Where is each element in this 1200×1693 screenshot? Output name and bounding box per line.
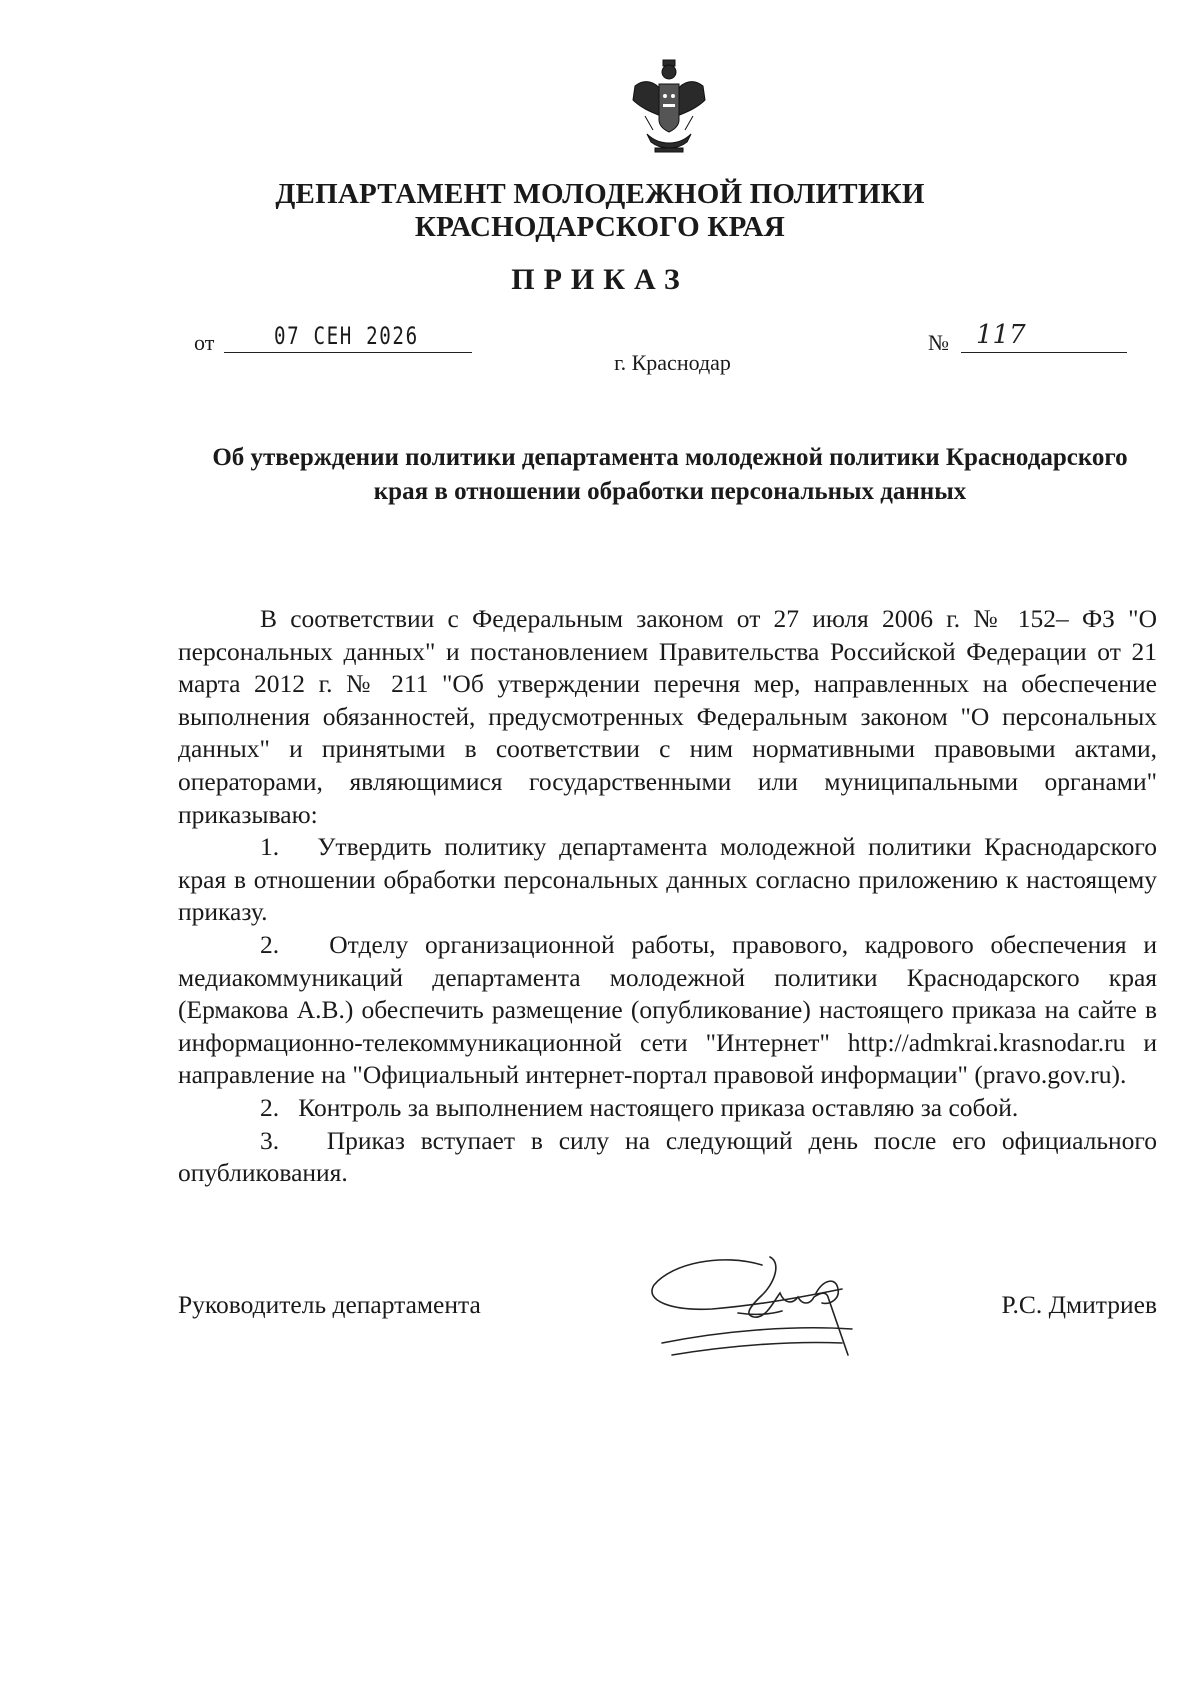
handwritten-signature (642, 1245, 912, 1375)
document-type-title: ПРИКАЗ (511, 263, 689, 296)
body-paragraph: 3. Приказ вступает в силу на следующий день после его официального опубликования. (178, 1125, 1157, 1188)
date-stamp: 07 СЕН 2026 (274, 322, 419, 350)
body-paragraph: 2. Контроль за выполнением настоящего приказа оставляю за собой. (260, 1092, 1019, 1122)
body-paragraph: 2. Отделу организационной работы, правового, кадрового обеспечения и медиакоммуникаций департамента молодежной политики Краснодарского края (Ермакова А.В.) обеспечить размещение (опубликование) настоящего приказа на сайте в информационно-телекоммуникационной сети "Интернет" http://admkrai.krasnodar.ru и направление на "Официальный интернет-портал правовой информации" (pravo.gov.ru). (178, 929, 1157, 1090)
signatory-position: Руководитель департамента (178, 1290, 481, 1319)
order-subject: Об утверждении политики департамента молодежной политики Краснодарского края в отношении обработки персональных данных (212, 444, 1128, 505)
handwritten-number: 117 (976, 320, 1026, 350)
coat-of-arms-emblem (625, 56, 713, 156)
number-label: № (928, 330, 949, 355)
body-paragraph: В соответствии с Федеральным законом от 27 июля 2006 г. № 152– ФЗ "О персональных данных" и постановлением Правительства Российской Федерации от 21 марта 2012 г. № 211 "Об утверждении перечня мер, направленных на обеспечение выполнения обязанностей, предусмотренных Федеральным законом "О персональных данных" и принятыми в соответствии с ним нормативными правовыми актами, операторами, являющимися государственными или муниципальными органами" приказываю: (178, 604, 1157, 829)
department-name-line2: КРАСНОДАРСКОГО КРАЯ (414, 211, 786, 243)
order-body (178, 603, 1157, 1190)
date-label: от (194, 330, 215, 355)
department-name-line1: ДЕПАРТАМЕНТ МОЛОДЕЖНОЙ ПОЛИТИКИ (275, 178, 925, 210)
body-paragraph: 1. Утвердить политику департамента молодежной политики Краснодарского края в отношении обработки персональных данных согласно приложению к настоящему приказу. (178, 832, 1157, 927)
city-label: г. Краснодар (614, 350, 731, 375)
signatory-name: Р.С. Дмитриев (1001, 1290, 1157, 1319)
